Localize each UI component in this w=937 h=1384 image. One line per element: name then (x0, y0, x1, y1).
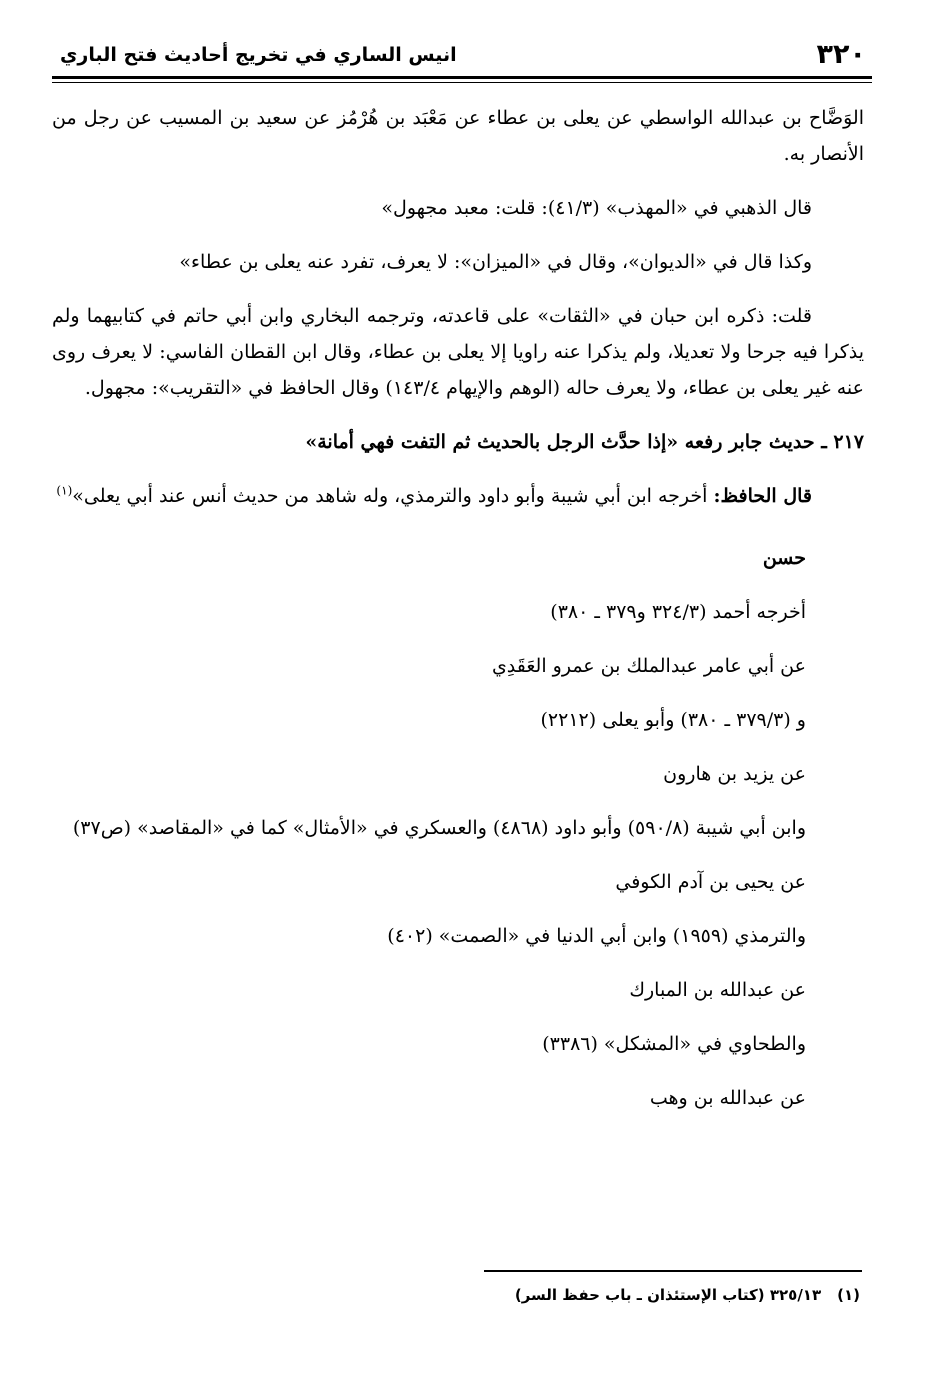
header-rule (52, 76, 872, 79)
running-title: انيس الساري في تخريج أحاديث فتح الباري (60, 44, 457, 66)
hafiz-label: قال الحافظ: (713, 485, 812, 507)
paragraph-ibn-hibban: قلت: ذكره ابن حبان في «الثقات» على قاعدته، وترجمه البخاري وابن أبي حاتم في كتابيهما ولم يذكرا فيه جرحا ولا تعديلا، ولم يذكرا عنه راويا إلا يعلى بن عطاء، وقال ابن القطان الفاسي: لا يعرف روى عنه غير يعلى بن عطاء، ولا يعرف حاله (الوهم والإيهام ١٤٣/٤) وقال الحافظ في «التقريب»: مجهول. (52, 305, 864, 399)
main-text (52, 100, 864, 1116)
footnote (52, 1282, 860, 1308)
chain-line: وابن أبي شيبة (٥٩٠/٨) وأبو داود (٤٨٦٨) والعسكري في «الأمثال» كما في «المقاصد» (ص٣٧) (72, 817, 806, 839)
footnote-marker: (١) (56, 483, 73, 498)
paragraph-diwan: وكذا قال في «الديوان»، وقال في «الميزان»: لا يعرف، تفرد عنه يعلى بن عطاء» (179, 251, 812, 273)
chain-line: والطحاوي في «المشكل» (٣٣٨٦) (542, 1033, 806, 1055)
chain-line: و (٣٧٩/٣ ـ ٣٨٠) وأبو يعلى (٢٢١٢) (540, 709, 806, 731)
paragraph-continuation: الوَضَّاح بن عبدالله الواسطي عن يعلى بن عطاء عن مَعْبَد بن هُرْمُز عن سعيد بن المسيب عن رجل من الأنصار به. (52, 107, 864, 165)
footnote-number: (١) (837, 1286, 860, 1304)
chain-line: عن أبي عامر عبدالملك بن عمرو العَقَدِي (491, 655, 806, 677)
hadith-heading: ٢١٧ ـ حديث جابر رفعه «إذا حدَّث الرجل بالحديث ثم التفت فهي أمانة» (305, 431, 864, 453)
chain-line: عن عبدالله بن المبارك (629, 979, 806, 1001)
chain-line: والترمذي (١٩٥٩) وابن أبي الدنيا في «الصمت» (٤٠٢) (387, 925, 806, 947)
chain-line: عن يحيى بن آدم الكوفي (615, 871, 806, 893)
page-header (52, 36, 872, 76)
chain-line: عن عبدالله بن وهب (649, 1087, 806, 1109)
paragraph-hafiz (52, 478, 864, 514)
footnote-text: ٣٢٥/١٣ (كتاب الإستئذان ـ باب حفظ السر) (514, 1286, 822, 1304)
chain-line: عن يزيد بن هارون (663, 763, 806, 785)
header-rule-thin (52, 82, 872, 83)
hafiz-text: أخرجه ابن أبي شيبة وأبو داود والترمذي، وله شاهد من حديث أنس عند أبي يعلى» (72, 485, 708, 507)
chain-line: أخرجه أحمد (٣٢٤/٣ و٣٧٩ ـ ٣٨٠) (550, 601, 806, 623)
hadith-grade: حسن (762, 547, 806, 569)
paragraph-dhahabi: قال الذهبي في «المهذب» (٤١/٣): قلت: معبد مجهول» (381, 197, 812, 219)
page-number: ٣٢٠ (816, 39, 866, 70)
footnote-rule (484, 1270, 862, 1272)
